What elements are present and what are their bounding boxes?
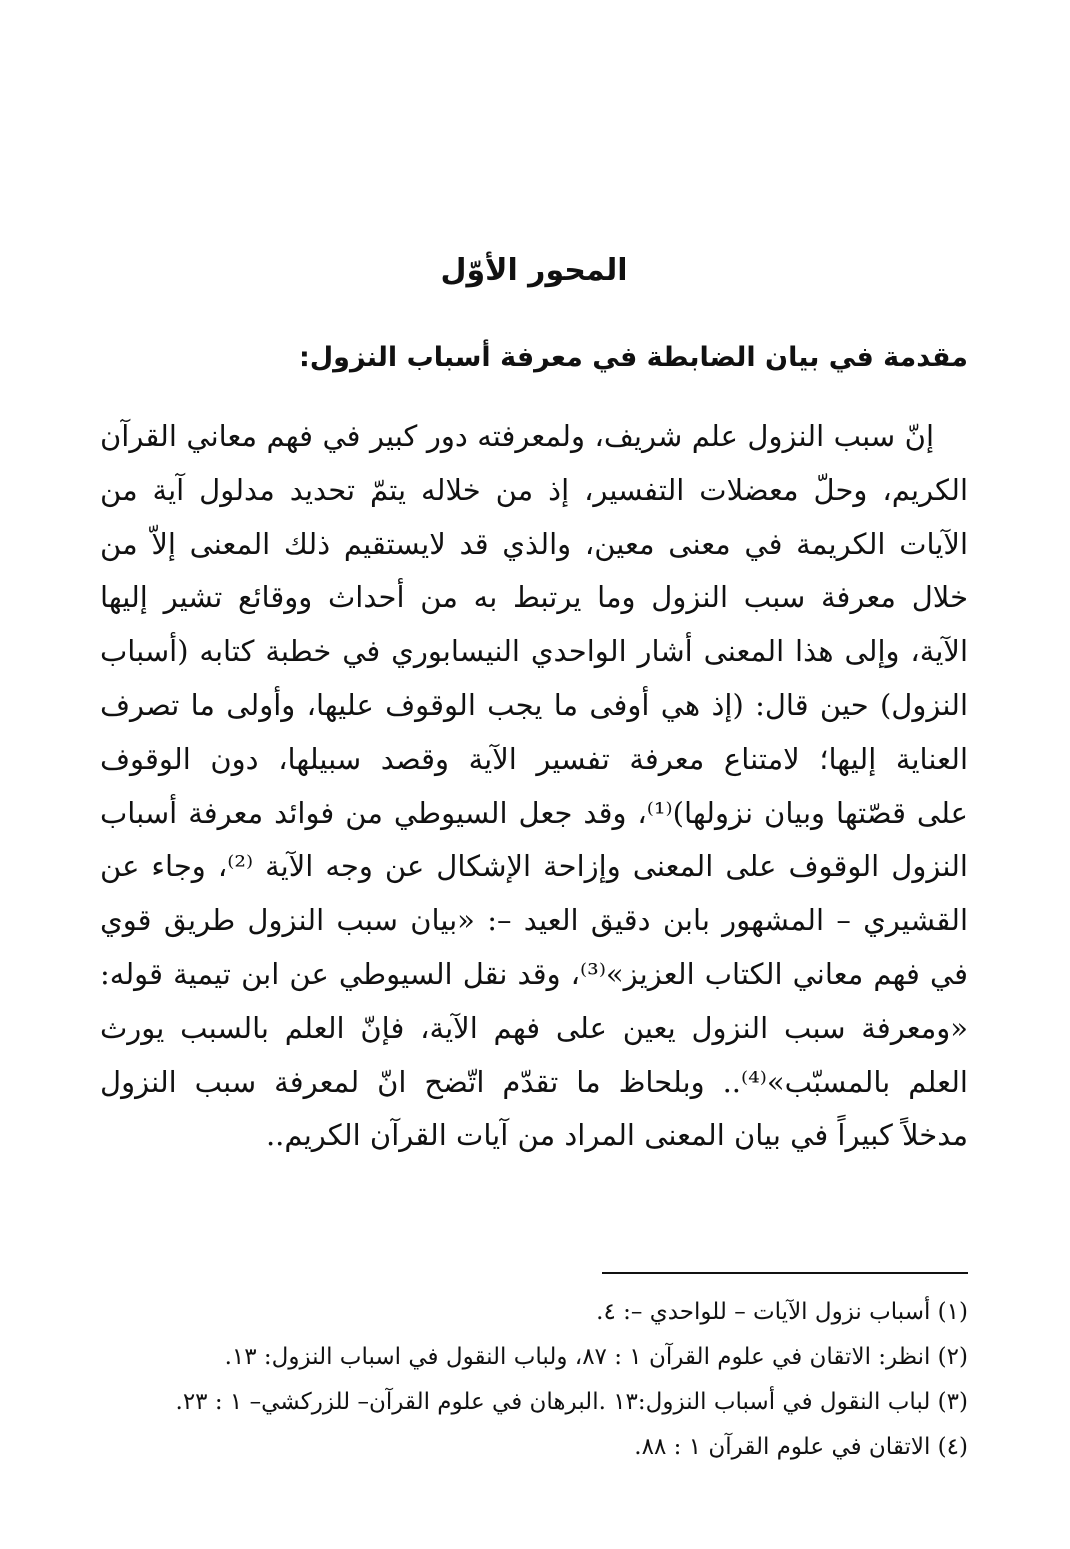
body-line: العناية إليها؛ لامتناع معرفة تفسير الآية وقصد سبيلها، دون الوقوف (100, 741, 968, 776)
chapter-title: المحور الأوّل (440, 253, 628, 288)
body-line: إنّ سبب النزول علم شريف، ولمعرفته دور كبير في فهم معاني القرآن (100, 419, 935, 453)
body-line: «ومعرفة سبب النزول يعين على فهم الآية، فإنّ العلم بالسبب يورث (100, 1010, 968, 1045)
body-line: خلال معرفة سبب النزول وما يرتبط به من أحداث ووقائع تشير إليها (100, 580, 968, 615)
body-line: الكريم، وحلّ معضلات التفسير، إذ من خلاله يتمّ تحديد مدلول آية من (100, 472, 968, 507)
body-line: العلم بالمسبّب»⁽⁴⁾.. وبلحاظ ما تقدّم اتّضح انّ لمعرفة سبب النزول (100, 1064, 968, 1099)
book-page (100, 0, 968, 1549)
footnote: (٣) لباب النقول في أسباب النزول:١٣ .البرهان في علوم القرآن– للزركشي– ١ : ٢٣. (175, 1389, 968, 1415)
footnote-separator (602, 1272, 968, 1274)
body-line: مدخلاً كبيراً في بيان المعنى المراد من آيات القرآن الكريم.. (265, 1118, 968, 1153)
footnotes-list (100, 1290, 968, 1470)
footnote: (١) أسباب نزول الآيات – للواحدي –: ٤. (596, 1299, 968, 1325)
body-paragraph (100, 410, 968, 1163)
body-line: النزول) حين قال: (إذ هي أوفى ما يجب الوقوف عليها، وأولى ما تصرف (100, 687, 968, 722)
body-line: الآية، وإلى هذا المعنى أشار الواحدي النيسابوري في خطبة كتابه (أسباب (100, 634, 969, 669)
footnote: (٢) انظر: الاتقان في علوم القرآن ١ : ٨٧، ولباب النقول في اسباب النزول: ١٣. (224, 1344, 968, 1370)
body-line: الآيات الكريمة في معنى معين، والذي قد لايستقيم ذلك المعنى إلاّ من (100, 526, 968, 561)
body-line: في فهم معاني الكتاب العزيز»⁽³⁾، وقد نقل السيوطي عن ابن تيمية قوله: (100, 956, 968, 991)
body-line: النزول الوقوف على المعنى وإزاحة الإشكال عن وجه الآية ⁽²⁾، وجاء عن (100, 849, 968, 884)
body-line: على قصّتها وبيان نزولها)⁽¹⁾، وقد جعل السيوطي من فوائد معرفة أسباب (100, 795, 968, 830)
body-line: القشيري – المشهور بابن دقيق العيد –: «بيان سبب النزول طريق قوي (100, 903, 968, 938)
footnote: (٤) الاتقان في علوم القرآن ١ : ٨٨. (634, 1434, 968, 1460)
section-heading: مقدمة في بيان الضابطة في معرفة أسباب النزول: (298, 342, 968, 373)
